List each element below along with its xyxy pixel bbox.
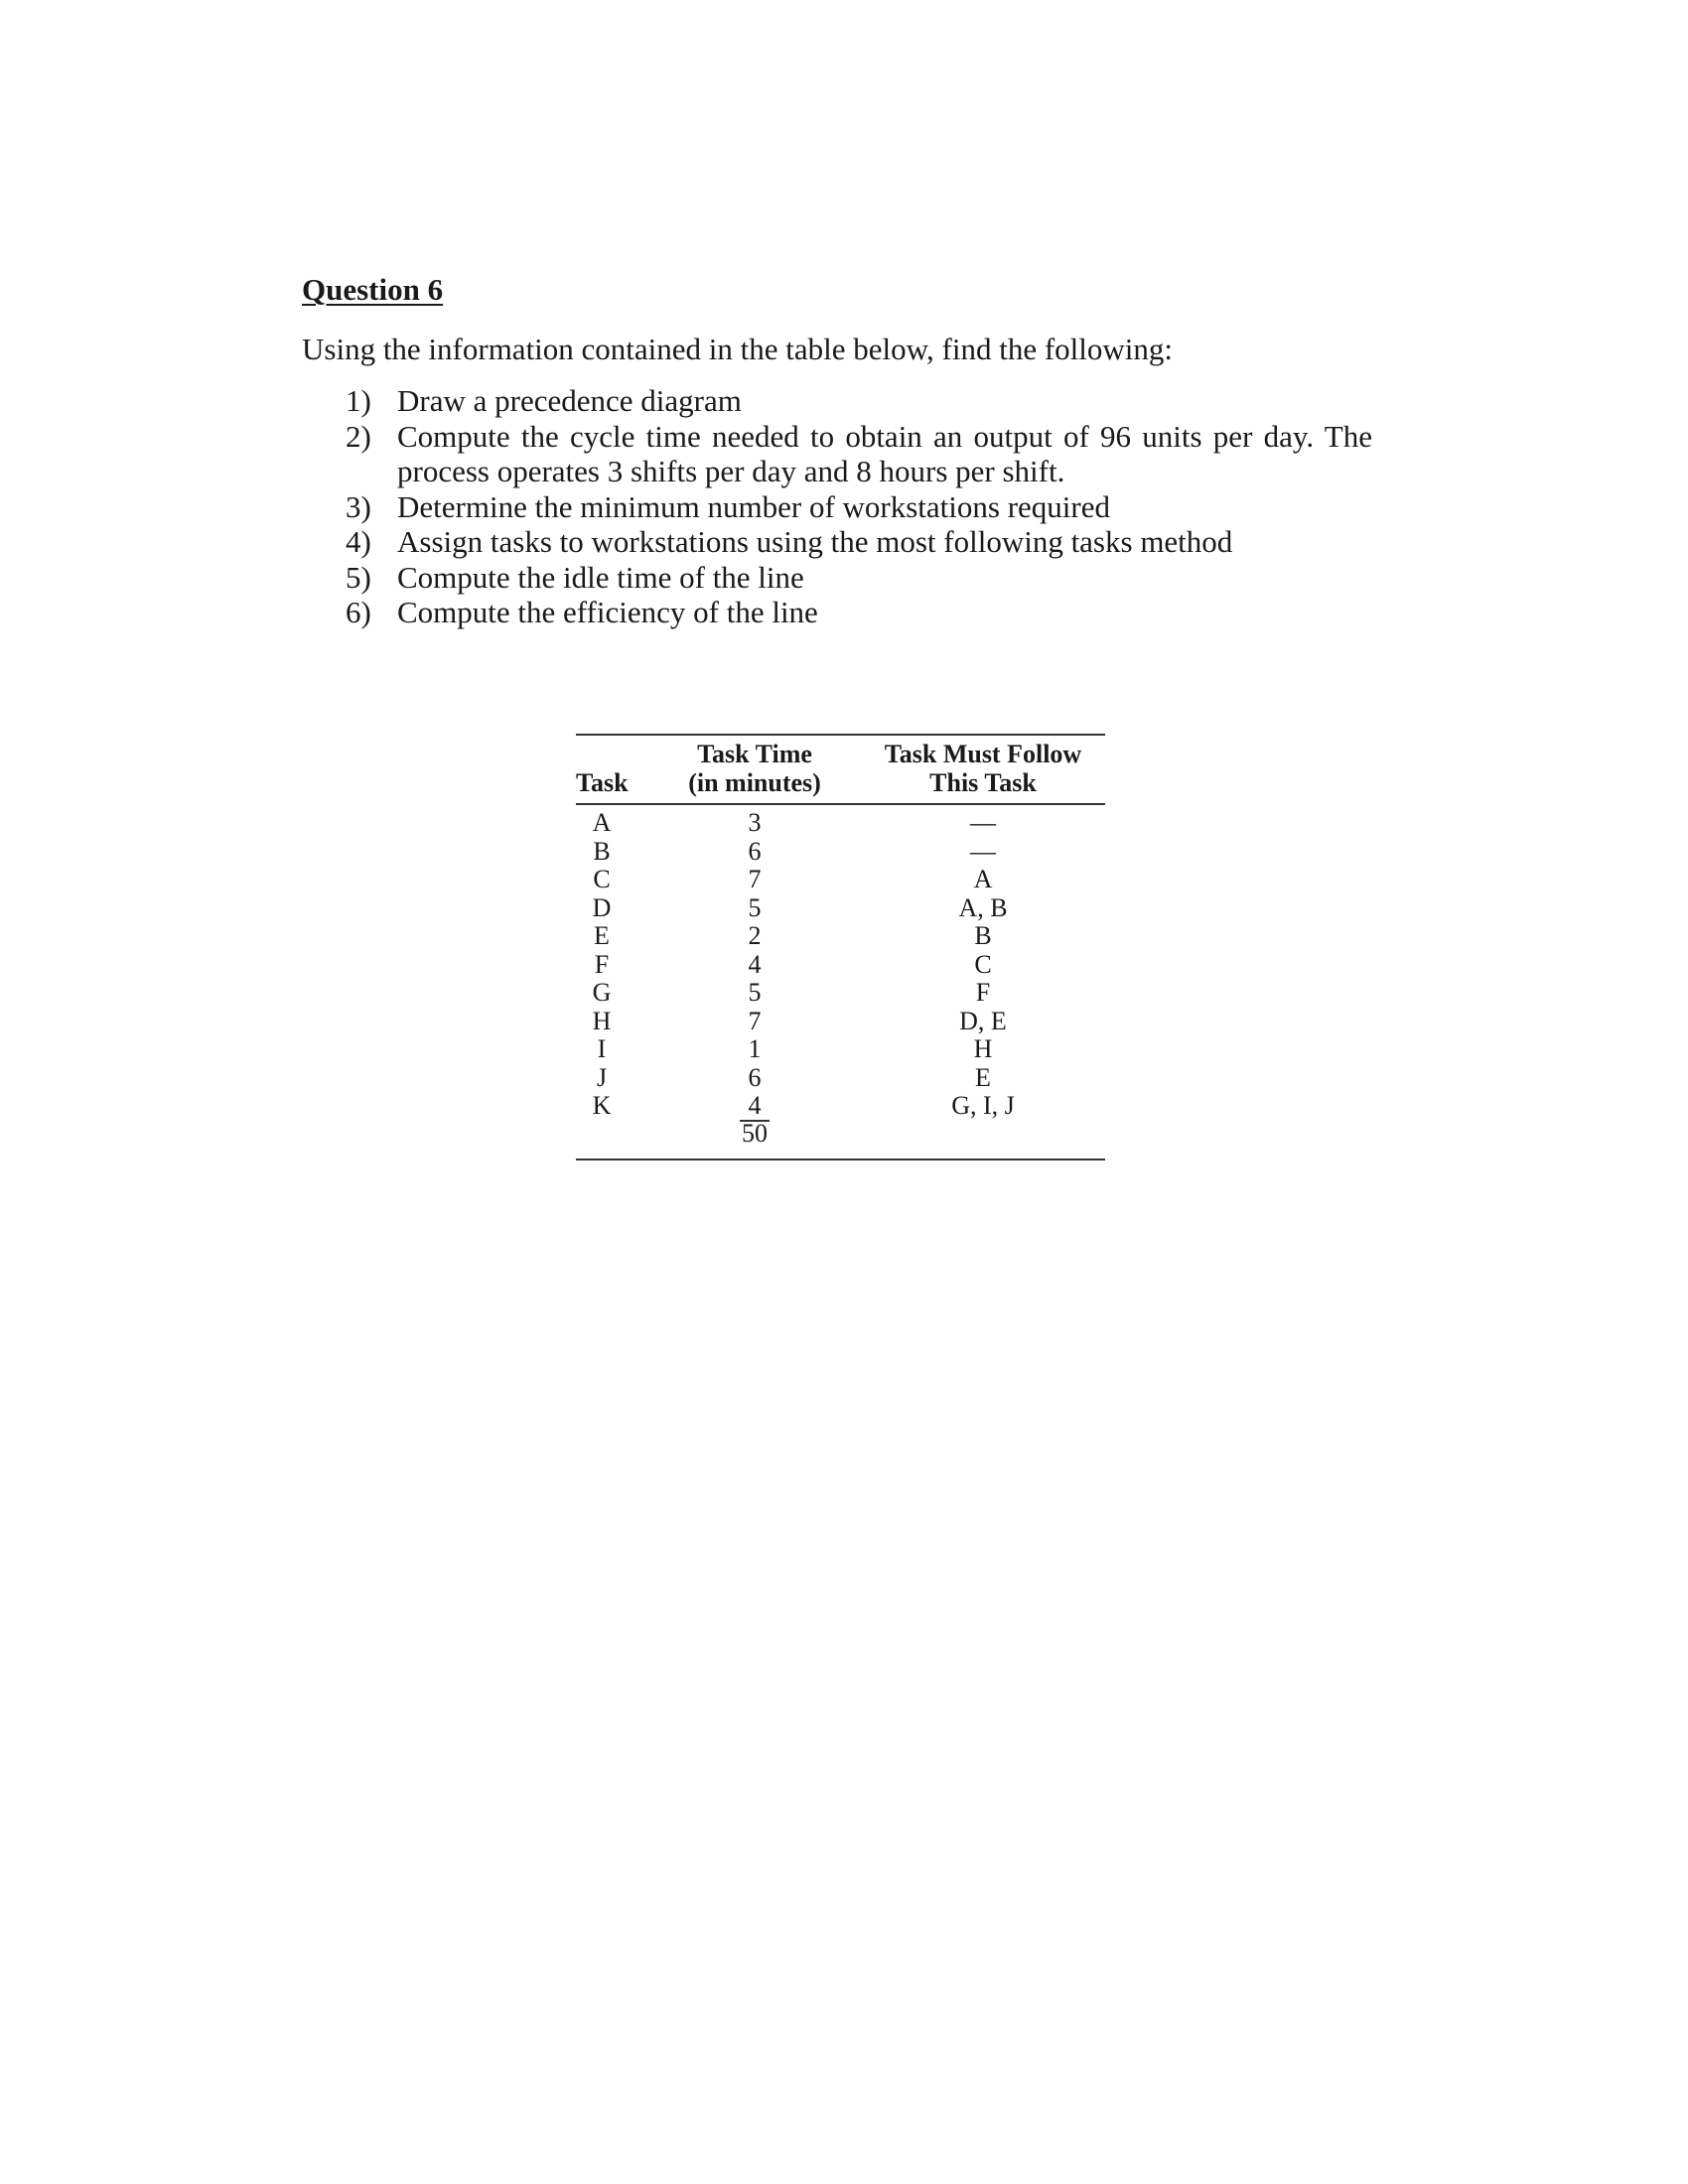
cell-follows: H <box>973 1034 993 1063</box>
cell-follows: F <box>975 978 991 1007</box>
cell-time: 6 <box>748 836 762 866</box>
table-row <box>576 922 1105 951</box>
table-row <box>576 1035 1105 1064</box>
header-task-time-line1: Task Time <box>697 740 812 768</box>
table-header-rule <box>576 803 1105 805</box>
header-must-follow-line1: Task Must Follow <box>884 740 1082 768</box>
cell-task: A <box>592 808 612 837</box>
cell-follows: C <box>974 949 992 979</box>
cell-task: C <box>593 865 611 893</box>
table-top-rule <box>576 734 1105 736</box>
table-row <box>576 838 1105 867</box>
header-must-follow-line2: This Task <box>929 768 1037 797</box>
cell-time: 7 <box>748 1006 762 1035</box>
table-row <box>576 809 1105 838</box>
question-item-text: Draw a precedence diagram <box>397 383 742 418</box>
question-item <box>346 383 1372 419</box>
header-task: Task <box>576 768 629 797</box>
question-item-number: 1) <box>346 383 371 418</box>
cell-time: 5 <box>748 978 762 1007</box>
cell-time: 7 <box>748 865 762 893</box>
cell-task: K <box>592 1091 612 1120</box>
cell-follows: G, I, J <box>951 1091 1015 1120</box>
cell-task: I <box>597 1034 607 1063</box>
task-table <box>576 734 1105 1160</box>
question-item-text: Compute the cycle time needed to obtain an output of 96 units per day. The process operates 3 shifts per day and 8 hours per shift. <box>397 418 1372 488</box>
table-row <box>576 894 1105 923</box>
question-item-text: Determine the minimum number of workstations required <box>397 488 1110 524</box>
header-task-time-line2: (in minutes) <box>688 768 821 797</box>
total-time: 50 <box>742 1119 768 1148</box>
cell-follows: — <box>970 808 996 837</box>
cell-time: 4 <box>748 949 762 979</box>
cell-follows: E <box>975 1062 991 1092</box>
question-item <box>346 560 1372 596</box>
cell-task: D <box>592 892 612 922</box>
question-item <box>346 595 1372 630</box>
question-item-number: 6) <box>346 595 371 629</box>
cell-task: B <box>593 836 611 866</box>
cell-follows: B <box>974 921 992 950</box>
cell-time: 2 <box>748 921 762 950</box>
header-task-time <box>675 740 834 797</box>
question-item-number: 4) <box>346 524 371 559</box>
question-list <box>346 383 1372 630</box>
cell-task: H <box>592 1006 612 1035</box>
table-row <box>576 1064 1105 1093</box>
cell-follows: — <box>970 836 996 866</box>
question-item <box>346 524 1372 560</box>
cell-time: 5 <box>748 892 762 922</box>
question-intro: Using the information contained in the table below, find the following: <box>302 332 1173 366</box>
question-item-text: Assign tasks to workstations using the most following tasks method <box>397 524 1233 559</box>
table-row <box>576 866 1105 894</box>
question-item-number: 3) <box>346 488 371 524</box>
cell-time: 3 <box>748 808 762 837</box>
cell-task: E <box>594 921 610 950</box>
table-row <box>576 979 1105 1008</box>
cell-time: 6 <box>748 1062 762 1092</box>
cell-task: J <box>596 1062 608 1092</box>
question-item-text: Compute the idle time of the line <box>397 559 804 595</box>
question-item <box>346 419 1372 489</box>
table-bottom-rule <box>576 1159 1105 1160</box>
header-must-follow <box>864 740 1102 797</box>
question-title: Question 6 <box>302 272 444 307</box>
cell-follows: A <box>973 865 993 893</box>
cell-time: 1 <box>748 1034 762 1063</box>
cell-follows: A, B <box>958 892 1008 922</box>
question-item-number: 5) <box>346 559 371 595</box>
cell-task: F <box>594 949 610 979</box>
question-item <box>346 489 1372 525</box>
table-row <box>576 1008 1105 1036</box>
cell-follows: D, E <box>959 1006 1007 1035</box>
cell-task: G <box>592 978 612 1007</box>
question-item-text: Compute the efficiency of the line <box>397 595 818 629</box>
table-row <box>576 1092 1105 1121</box>
table-body <box>576 809 1105 1121</box>
cell-time: 4 <box>748 1091 762 1120</box>
question-item-number: 2) <box>346 418 371 454</box>
table-row <box>576 951 1105 980</box>
